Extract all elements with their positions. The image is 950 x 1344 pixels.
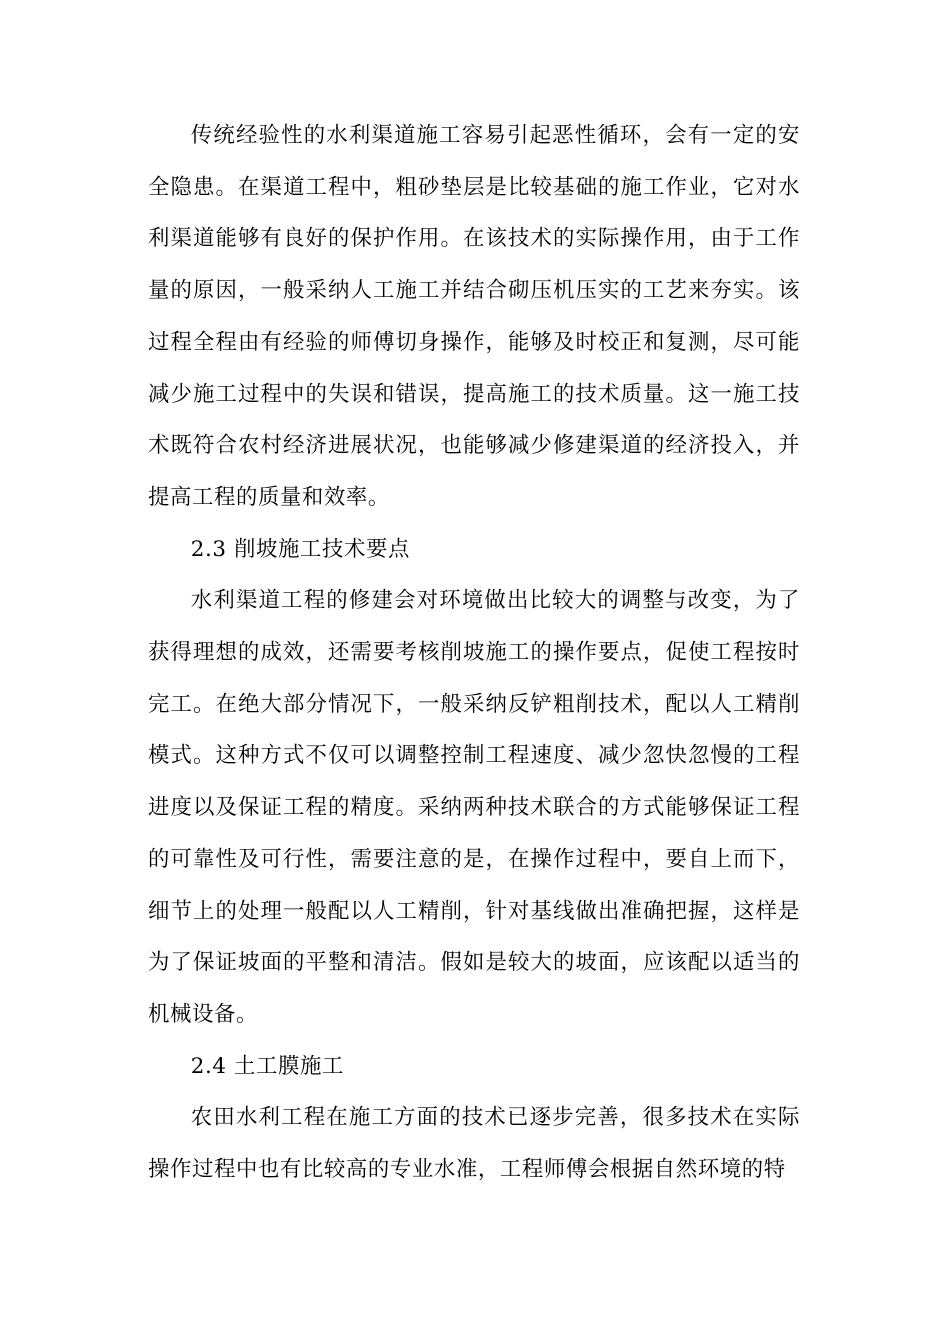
paragraph-canal-construction: 传统经验性的水利渠道施工容易引起恶性循环，会有一定的安全隐患。在渠道工程中，粗砂垫层是比较基础的施工作业，它对水利渠道能够有良好的保护作用。在该技术的实际操作用，由于工作量的原因，一般采纳人工施工并结合砌压机压实的工艺来夯实。该过程全程由有经验的师傅切身操作，能够及时校正和复测，尽可能减少施工过程中的失误和错误，提高施工的技术质量。这一施工技术既符合农村经济进展状况，也能够减少修建渠道的经济投入，并提高工程的质量和效率。 (148, 123, 800, 510)
section-heading-2-3: 2.3 削坡施工技术要点 (190, 536, 410, 562)
paragraph-geomembrane: 农田水利工程在施工方面的技术已逐步完善，很多技术在实际操作过程中也有比较高的专业水准，工程师傅会根据自然环境的特 (148, 1105, 800, 1183)
section-heading-2-4: 2.4 土工膜施工 (190, 1053, 344, 1079)
document-page (148, 110, 800, 1196)
paragraph-slope-cutting: 水利渠道工程的修建会对环境做出比较大的调整与改变，为了获得理想的成效，还需要考核削坡施工的操作要点，促使工程按时完工。在绝大部分情况下，一般采纳反铲粗削技术，配以人工精削模式。这种方式不仅可以调整控制工程速度、减少忽快忽慢的工程进度以及保证工程的精度。采纳两种技术联合的方式能够保证工程的可靠性及可行性，需要注意的是，在操作过程中，要自上而下，细节上的处理一般配以人工精削，针对基线做出准确把握，这样是为了保证坡面的平整和清洁。假如是较大的坡面，应该配以适当的机械设备。 (148, 588, 800, 1027)
